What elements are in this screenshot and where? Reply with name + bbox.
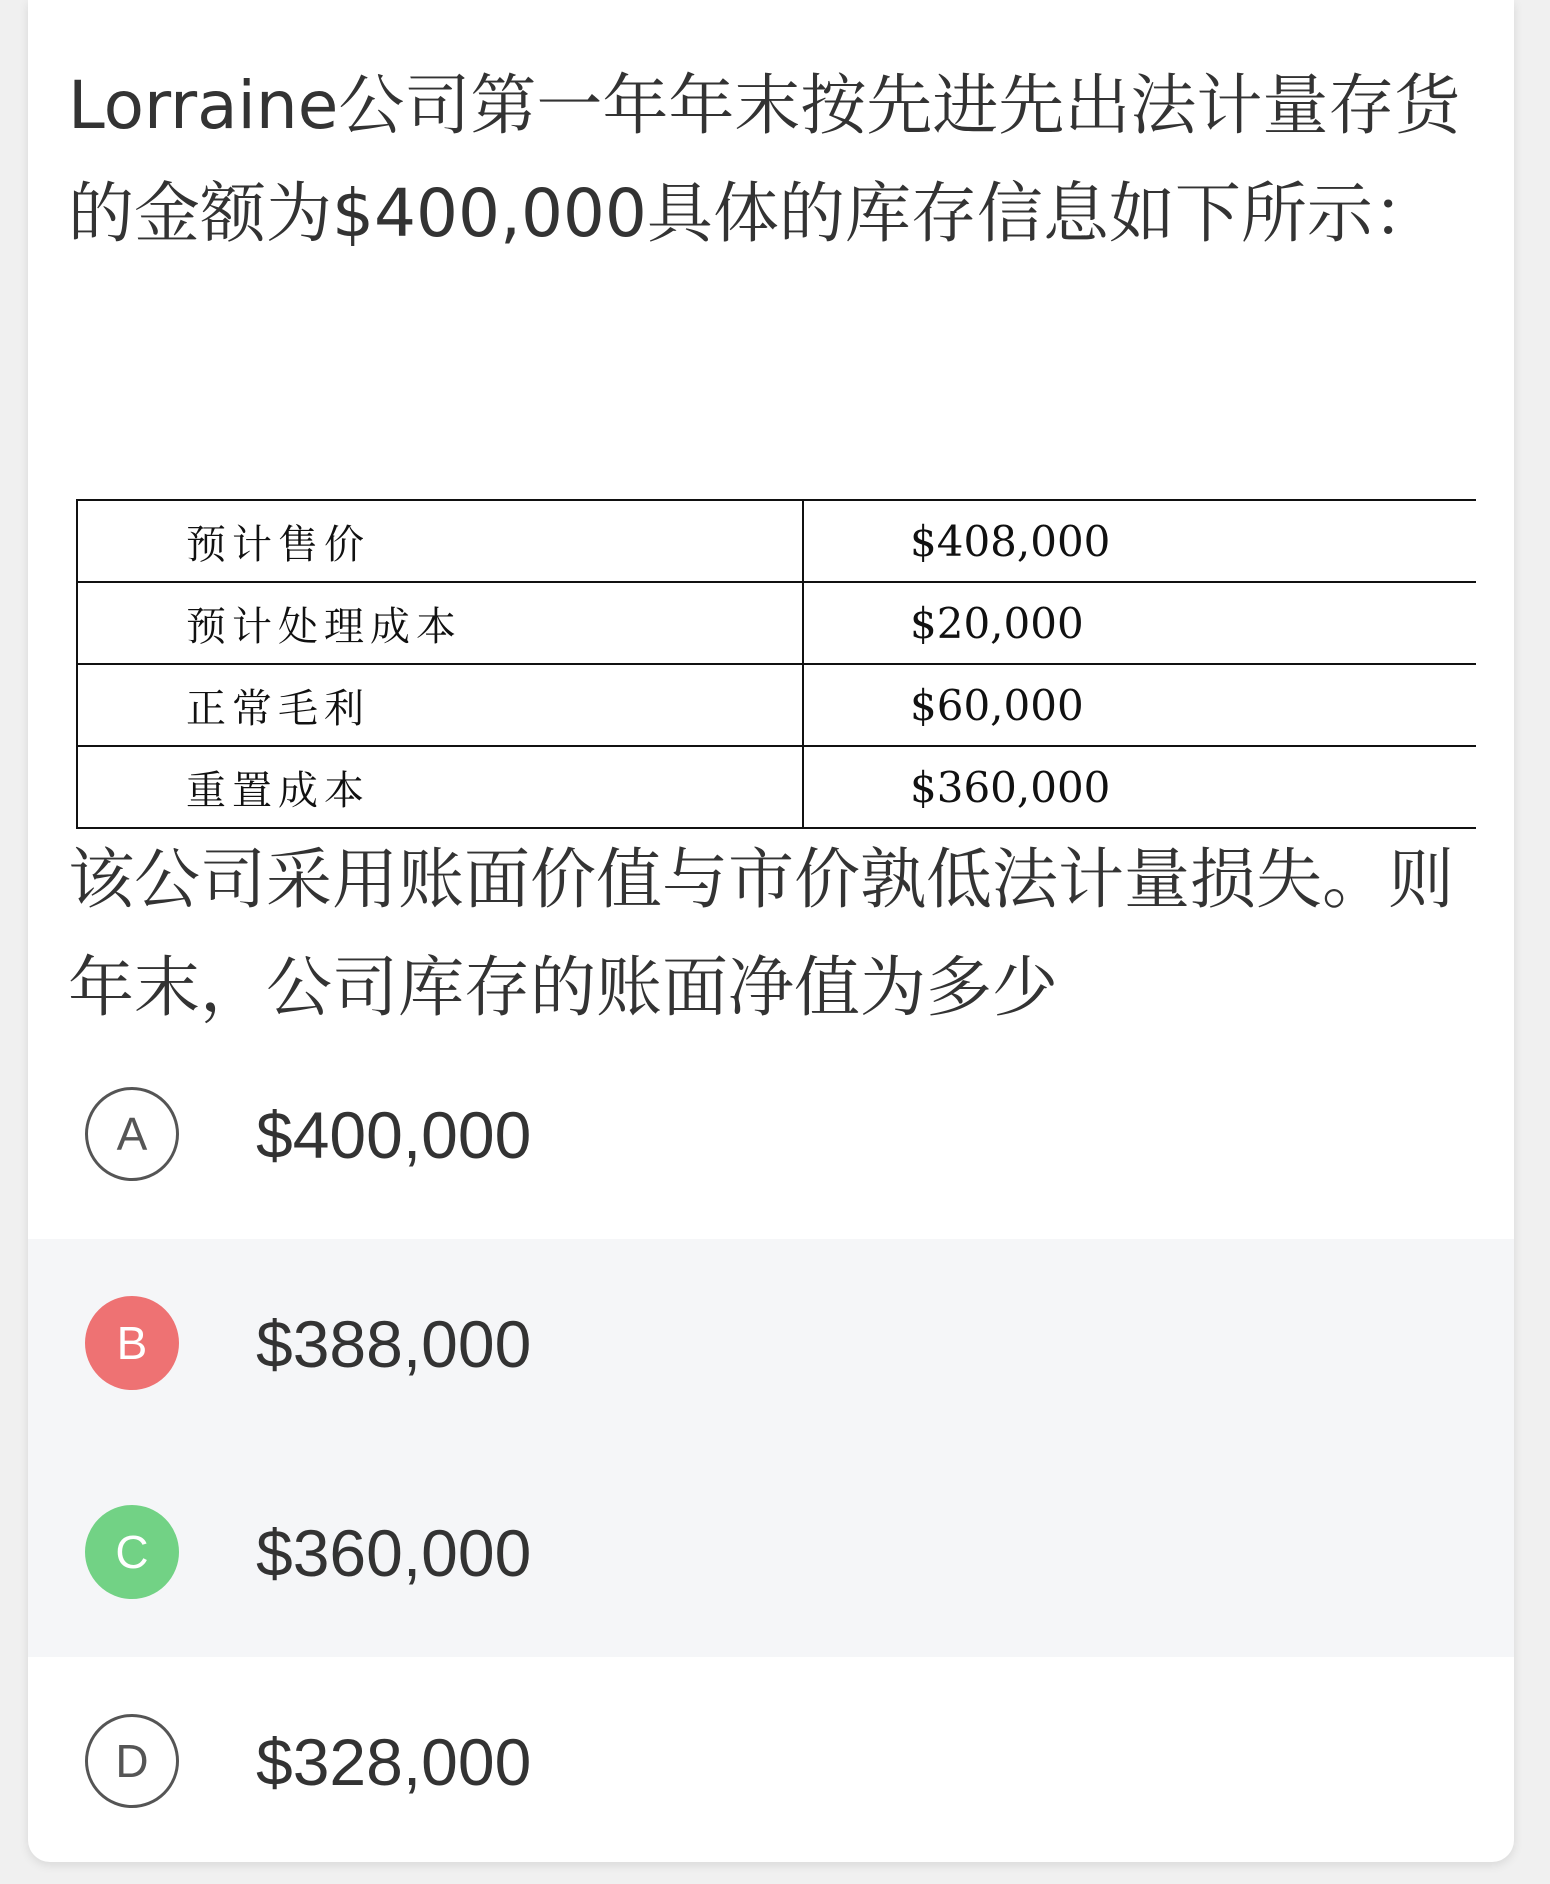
question-followup-text: 该公司采用账面价值与市价孰低法计量损失。则年末，公司库存的账面净值为多少 — [68, 841, 1454, 1026]
table-value-cell: $360,000 — [803, 746, 1476, 828]
table-row — [77, 746, 1476, 828]
option-b-badge: B — [85, 1296, 179, 1390]
table-value-cell: $60,000 — [803, 664, 1476, 746]
option-c-text: $360,000 — [256, 1516, 532, 1590]
option-b-text: $388,000 — [256, 1307, 532, 1381]
option-d-badge: D — [85, 1714, 179, 1808]
inventory-info-table — [76, 499, 1476, 829]
option-a[interactable] — [28, 1030, 1514, 1239]
table-label-cell: 预计处理成本 — [77, 582, 803, 664]
option-a-badge: A — [85, 1087, 179, 1181]
option-c[interactable] — [28, 1448, 1514, 1657]
table-value-cell: $408,000 — [803, 500, 1476, 582]
table-label-cell: 正常毛利 — [77, 664, 803, 746]
table-row — [77, 664, 1476, 746]
option-c-badge: C — [85, 1505, 179, 1599]
question-text: Lorraine公司第一年年末按先进先出法计量存货的金额为$400,000具体的库存信息如下所示： — [68, 67, 1461, 252]
question-card — [28, 0, 1514, 1862]
option-d-text: $328,000 — [256, 1725, 532, 1799]
option-d[interactable] — [28, 1657, 1514, 1862]
table-label-cell: 预计售价 — [77, 500, 803, 582]
answer-options — [28, 1030, 1514, 1862]
table-label-cell: 重置成本 — [77, 746, 803, 828]
table-row — [77, 582, 1476, 664]
table-value-cell: $20,000 — [803, 582, 1476, 664]
table-row — [77, 500, 1476, 582]
option-a-text: $400,000 — [256, 1098, 532, 1172]
option-b[interactable] — [28, 1239, 1514, 1448]
